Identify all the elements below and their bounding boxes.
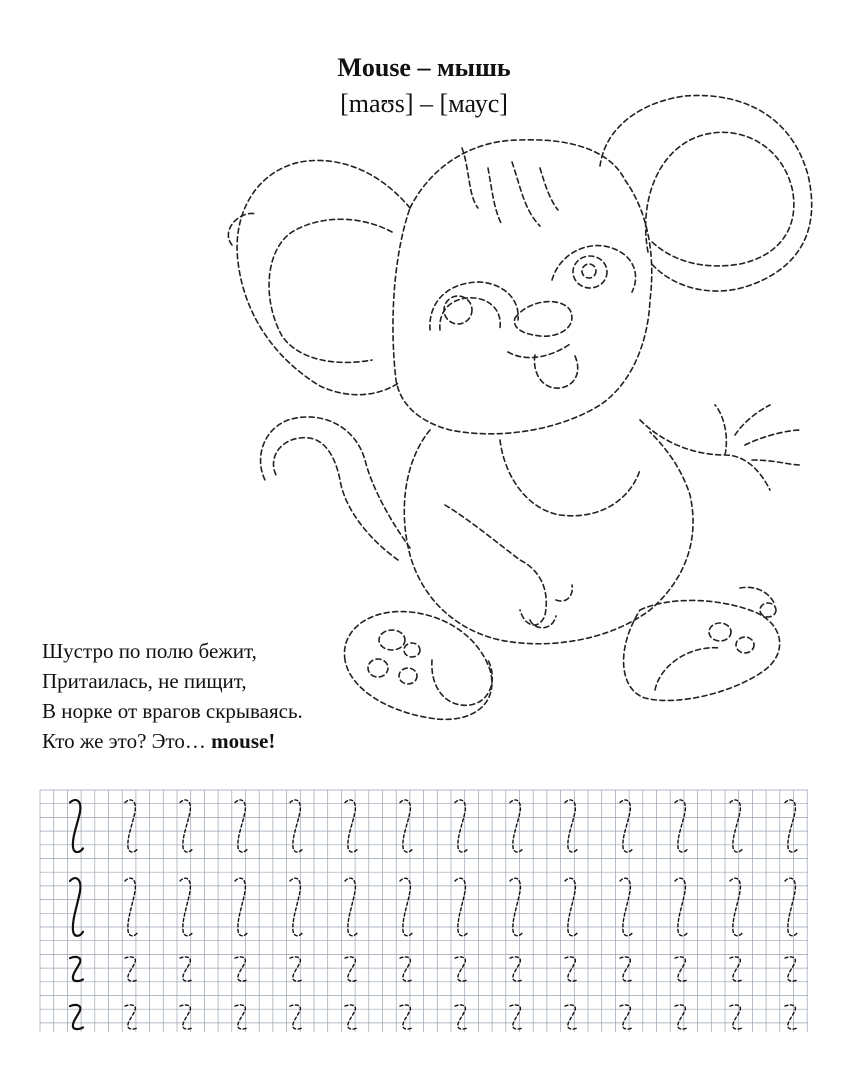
traced-letter xyxy=(455,957,468,981)
poem-line-3: В норке от врагов скрываясь. xyxy=(42,699,303,723)
traced-letter xyxy=(730,800,743,852)
poem-line-4-prefix: Кто же это? Это… xyxy=(42,729,212,753)
traced-letter xyxy=(400,1005,413,1029)
traced-letter xyxy=(290,1005,303,1029)
traced-letter xyxy=(345,800,358,852)
traced-letter xyxy=(400,957,413,981)
traced-letter xyxy=(510,800,523,852)
traced-letter xyxy=(180,800,193,852)
traced-letter xyxy=(675,800,688,852)
traced-letter xyxy=(785,800,798,852)
poem-line-1: Шустро по полю бежит, xyxy=(42,639,257,663)
traced-letter xyxy=(455,800,468,852)
traced-letter xyxy=(510,957,523,981)
traced-letter xyxy=(565,957,578,981)
practice-row xyxy=(70,1005,798,1029)
traced-letter xyxy=(675,1005,688,1029)
traced-letter xyxy=(565,800,578,852)
grid-lines xyxy=(40,790,808,1032)
traced-letter xyxy=(235,800,248,852)
traced-letter xyxy=(675,957,688,981)
traced-letter xyxy=(235,957,248,981)
traced-letter xyxy=(345,957,358,981)
transcription: [maʊs] – [маус] xyxy=(340,89,508,118)
traced-letter xyxy=(235,1005,248,1029)
traced-letter xyxy=(345,1005,358,1029)
traced-letter xyxy=(565,1005,578,1029)
traced-letter xyxy=(180,957,193,981)
traced-letter xyxy=(785,957,798,981)
practice-grid-svg xyxy=(0,778,868,1048)
poem-line-2: Притаилась, не пищит, xyxy=(42,669,247,693)
traced-letter xyxy=(730,1005,743,1029)
traced-letter xyxy=(290,800,303,852)
practice-row xyxy=(70,800,798,852)
traced-letter xyxy=(730,957,743,981)
traced-letter xyxy=(400,800,413,852)
traced-letter xyxy=(785,1005,798,1029)
traced-letter xyxy=(620,800,633,852)
poem-line-4 xyxy=(42,726,303,756)
traced-letter xyxy=(180,1005,193,1029)
page-title: Mouse – мышь xyxy=(337,53,511,82)
practice-row xyxy=(70,957,798,981)
poem-answer: mouse! xyxy=(211,729,276,753)
poem xyxy=(42,636,303,756)
traced-letter xyxy=(620,957,633,981)
handwriting-practice-grid xyxy=(0,778,868,1048)
traced-letter xyxy=(455,1005,468,1029)
traced-letter xyxy=(510,1005,523,1029)
traced-letter xyxy=(290,957,303,981)
traced-letter xyxy=(620,1005,633,1029)
